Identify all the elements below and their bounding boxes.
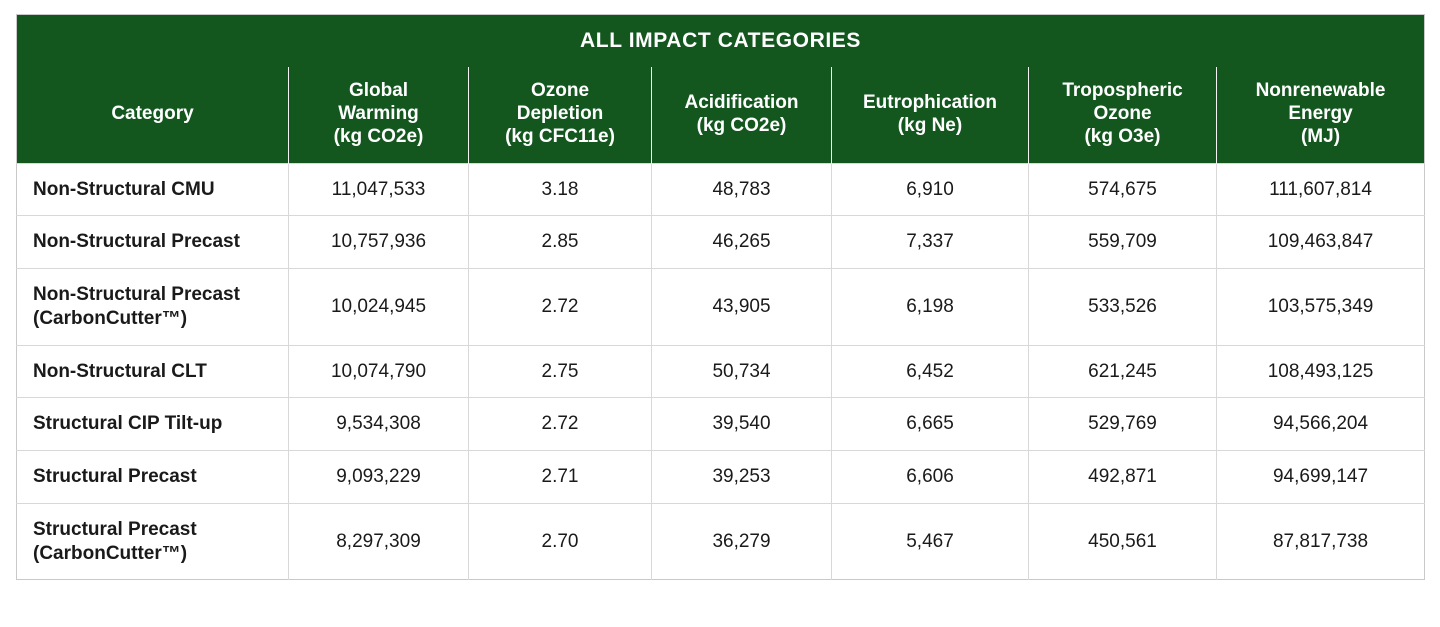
column-header-global-warming-line1: Global xyxy=(348,80,409,101)
cell-acidification: 43,905 xyxy=(652,269,832,346)
cell-tropospheric-ozone: 529,769 xyxy=(1029,398,1217,451)
row-category-line2: (CarbonCutter™) xyxy=(33,307,188,329)
cell-eutrophication: 6,665 xyxy=(832,398,1029,451)
cell-acidification: 50,734 xyxy=(652,345,832,398)
cell-eutrophication: 6,452 xyxy=(832,345,1029,398)
cell-nonrenewable-energy: 87,817,738 xyxy=(1217,503,1425,580)
column-header-ozone-depletion-line2: Depletion xyxy=(516,103,604,125)
table-row xyxy=(17,163,1425,216)
cell-acidification: 46,265 xyxy=(652,216,832,269)
row-category-line1: Non-Structural CLT xyxy=(33,360,207,382)
row-category-line1: Non-Structural Precast xyxy=(33,284,240,306)
column-header-nonrenewable-energy-line1: Nonrenewable xyxy=(1255,80,1386,101)
column-header-nonrenewable-energy-line3: (MJ) xyxy=(1300,126,1341,148)
cell-ozone-depletion: 2.72 xyxy=(469,398,652,451)
cell-eutrophication: 5,467 xyxy=(832,503,1029,580)
cell-ozone-depletion: 2.72 xyxy=(469,269,652,346)
cell-tropospheric-ozone: 574,675 xyxy=(1029,163,1217,216)
table-row xyxy=(17,269,1425,346)
cell-acidification: 48,783 xyxy=(652,163,832,216)
cell-nonrenewable-energy: 94,699,147 xyxy=(1217,451,1425,504)
column-header-eutrophication-line1: Eutrophication xyxy=(862,91,998,113)
cell-eutrophication: 6,198 xyxy=(832,269,1029,346)
column-header-tropospheric-ozone xyxy=(1029,67,1217,163)
row-category xyxy=(17,503,289,580)
column-header-ozone-depletion-line1: Ozone xyxy=(530,80,590,101)
all-impact-categories-table xyxy=(16,14,1425,580)
table-title-row xyxy=(17,15,1425,68)
cell-global-warming: 9,093,229 xyxy=(289,451,469,504)
cell-nonrenewable-energy: 103,575,349 xyxy=(1217,269,1425,346)
column-header-eutrophication xyxy=(832,67,1029,163)
cell-global-warming: 8,297,309 xyxy=(289,503,469,580)
column-header-tropospheric-ozone-line2: Ozone xyxy=(1093,103,1152,125)
cell-tropospheric-ozone: 559,709 xyxy=(1029,216,1217,269)
row-category xyxy=(17,269,289,346)
column-header-eutrophication-line2: (kg Ne) xyxy=(897,114,963,136)
cell-ozone-depletion: 3.18 xyxy=(469,163,652,216)
column-header-acidification-line1: Acidification xyxy=(684,91,799,113)
cell-ozone-depletion: 2.70 xyxy=(469,503,652,580)
column-header-nonrenewable-energy-line2: Energy xyxy=(1288,103,1353,125)
column-header-global-warming xyxy=(289,67,469,163)
cell-acidification: 39,540 xyxy=(652,398,832,451)
table-row xyxy=(17,216,1425,269)
cell-acidification: 36,279 xyxy=(652,503,832,580)
column-header-category xyxy=(17,67,289,163)
cell-eutrophication: 6,606 xyxy=(832,451,1029,504)
table-row xyxy=(17,345,1425,398)
cell-nonrenewable-energy: 94,566,204 xyxy=(1217,398,1425,451)
row-category-line2: (CarbonCutter™) xyxy=(33,542,188,564)
cell-tropospheric-ozone: 533,526 xyxy=(1029,269,1217,346)
cell-global-warming: 11,047,533 xyxy=(289,163,469,216)
table-body xyxy=(17,163,1425,580)
table-row xyxy=(17,451,1425,504)
row-category-line1: Structural Precast xyxy=(33,466,197,488)
row-category xyxy=(17,345,289,398)
cell-eutrophication: 6,910 xyxy=(832,163,1029,216)
row-category xyxy=(17,163,289,216)
table-row xyxy=(17,503,1425,580)
column-header-tropospheric-ozone-line3: (kg O3e) xyxy=(1084,126,1161,148)
column-header-ozone-depletion xyxy=(469,67,652,163)
column-header-acidification xyxy=(652,67,832,163)
column-header-global-warming-line2: Warming xyxy=(338,103,419,125)
table-head xyxy=(17,15,1425,164)
cell-tropospheric-ozone: 450,561 xyxy=(1029,503,1217,580)
row-category xyxy=(17,398,289,451)
table-row xyxy=(17,398,1425,451)
cell-acidification: 39,253 xyxy=(652,451,832,504)
row-category xyxy=(17,451,289,504)
column-header-global-warming-line3: (kg CO2e) xyxy=(333,126,424,148)
row-category-line1: Non-Structural Precast xyxy=(33,231,240,253)
row-category xyxy=(17,216,289,269)
cell-global-warming: 9,534,308 xyxy=(289,398,469,451)
cell-eutrophication: 7,337 xyxy=(832,216,1029,269)
cell-ozone-depletion: 2.71 xyxy=(469,451,652,504)
cell-ozone-depletion: 2.75 xyxy=(469,345,652,398)
cell-global-warming: 10,757,936 xyxy=(289,216,469,269)
row-category-line1: Non-Structural CMU xyxy=(33,178,215,200)
cell-nonrenewable-energy: 109,463,847 xyxy=(1217,216,1425,269)
cell-tropospheric-ozone: 621,245 xyxy=(1029,345,1217,398)
cell-nonrenewable-energy: 108,493,125 xyxy=(1217,345,1425,398)
column-header-nonrenewable-energy xyxy=(1217,67,1425,163)
row-category-line1: Structural Precast xyxy=(33,518,197,540)
cell-global-warming: 10,074,790 xyxy=(289,345,469,398)
column-header-ozone-depletion-line3: (kg CFC11e) xyxy=(505,126,615,148)
cell-tropospheric-ozone: 492,871 xyxy=(1029,451,1217,504)
table-header-row xyxy=(17,67,1425,163)
cell-ozone-depletion: 2.85 xyxy=(469,216,652,269)
table-title: ALL IMPACT CATEGORIES xyxy=(17,15,1425,68)
row-category-line1: Structural CIP Tilt-up xyxy=(33,413,223,435)
column-header-acidification-line2: (kg CO2e) xyxy=(696,114,787,136)
column-header-category-line1: Category xyxy=(111,103,194,125)
column-header-tropospheric-ozone-line1: Tropospheric xyxy=(1062,80,1183,101)
cell-nonrenewable-energy: 111,607,814 xyxy=(1217,163,1425,216)
cell-global-warming: 10,024,945 xyxy=(289,269,469,346)
